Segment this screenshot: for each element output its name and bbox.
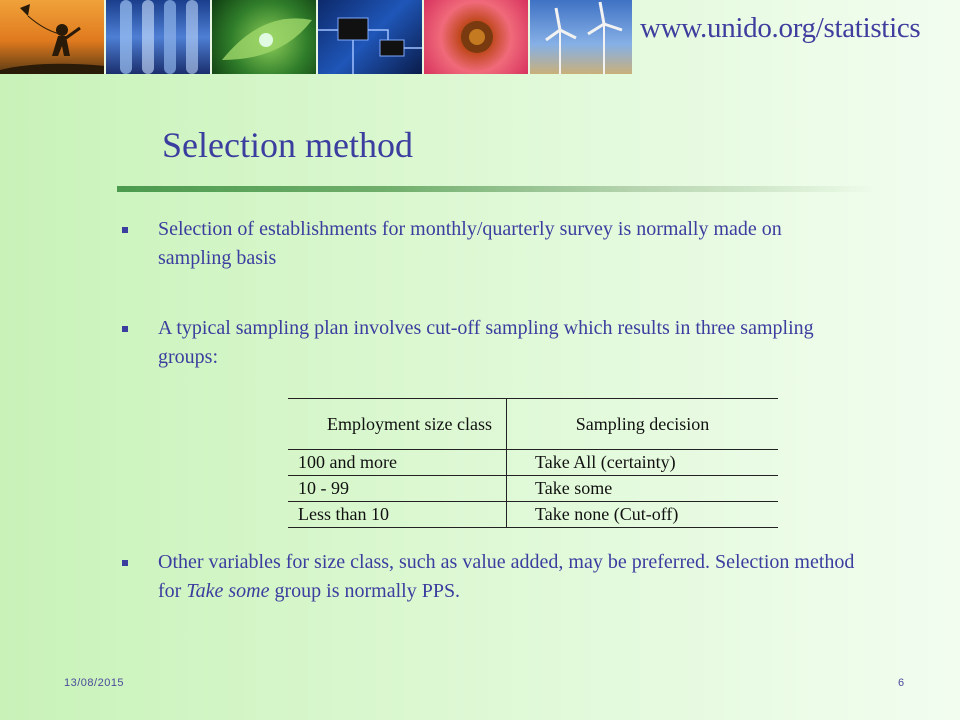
bullet-text-emphasis: Take some xyxy=(186,580,270,602)
photo-child-kite xyxy=(0,0,106,74)
title-underline xyxy=(117,186,877,192)
photo-leaf xyxy=(212,0,318,74)
table-cell: Take All (certainty) xyxy=(507,450,779,476)
bullet-text: A typical sampling plan involves cut-off sampling which results in three sampling groups: xyxy=(158,317,814,368)
bullet-text: Selection of establishments for monthly/quarterly survey is normally made on sampling basis xyxy=(158,218,782,269)
photo-test-tubes xyxy=(106,0,212,74)
table-header-row xyxy=(288,399,778,450)
bullet-item xyxy=(122,548,882,606)
table-cell: 10 - 99 xyxy=(288,476,507,502)
table-cell: Less than 10 xyxy=(288,502,507,528)
footer-date: 13/08/2015 xyxy=(64,677,125,689)
table-row xyxy=(288,450,778,476)
square-bullet-icon xyxy=(122,227,128,233)
bullet-text-part: Other variables for size class, such as value added, may be preferred. Selection method for xyxy=(158,551,855,602)
bullet-text-part: group is normally PPS. xyxy=(269,580,461,602)
header-employment-size-class: Employment size class xyxy=(288,399,507,450)
bullet-item xyxy=(122,314,842,372)
photo-circuit-board xyxy=(318,0,424,74)
table-cell: 100 and more xyxy=(288,450,507,476)
square-bullet-icon xyxy=(122,326,128,332)
sampling-table xyxy=(288,398,778,528)
header-sampling-decision: Sampling decision xyxy=(507,399,779,450)
table-row xyxy=(288,502,778,528)
slide-title: Selection method xyxy=(162,125,413,165)
table-row xyxy=(288,476,778,502)
bullet-item xyxy=(122,215,842,273)
header-banner xyxy=(0,0,960,74)
page-number: 6 xyxy=(898,677,905,689)
bullet-text xyxy=(158,548,882,606)
table-cell: Take some xyxy=(507,476,779,502)
photo-wind-turbines xyxy=(530,0,632,74)
photo-flower xyxy=(424,0,530,74)
site-url[interactable]: www.unido.org/statistics xyxy=(640,12,921,44)
square-bullet-icon xyxy=(122,560,128,566)
photo-strip xyxy=(0,0,632,74)
table-cell: Take none (Cut-off) xyxy=(507,502,779,528)
